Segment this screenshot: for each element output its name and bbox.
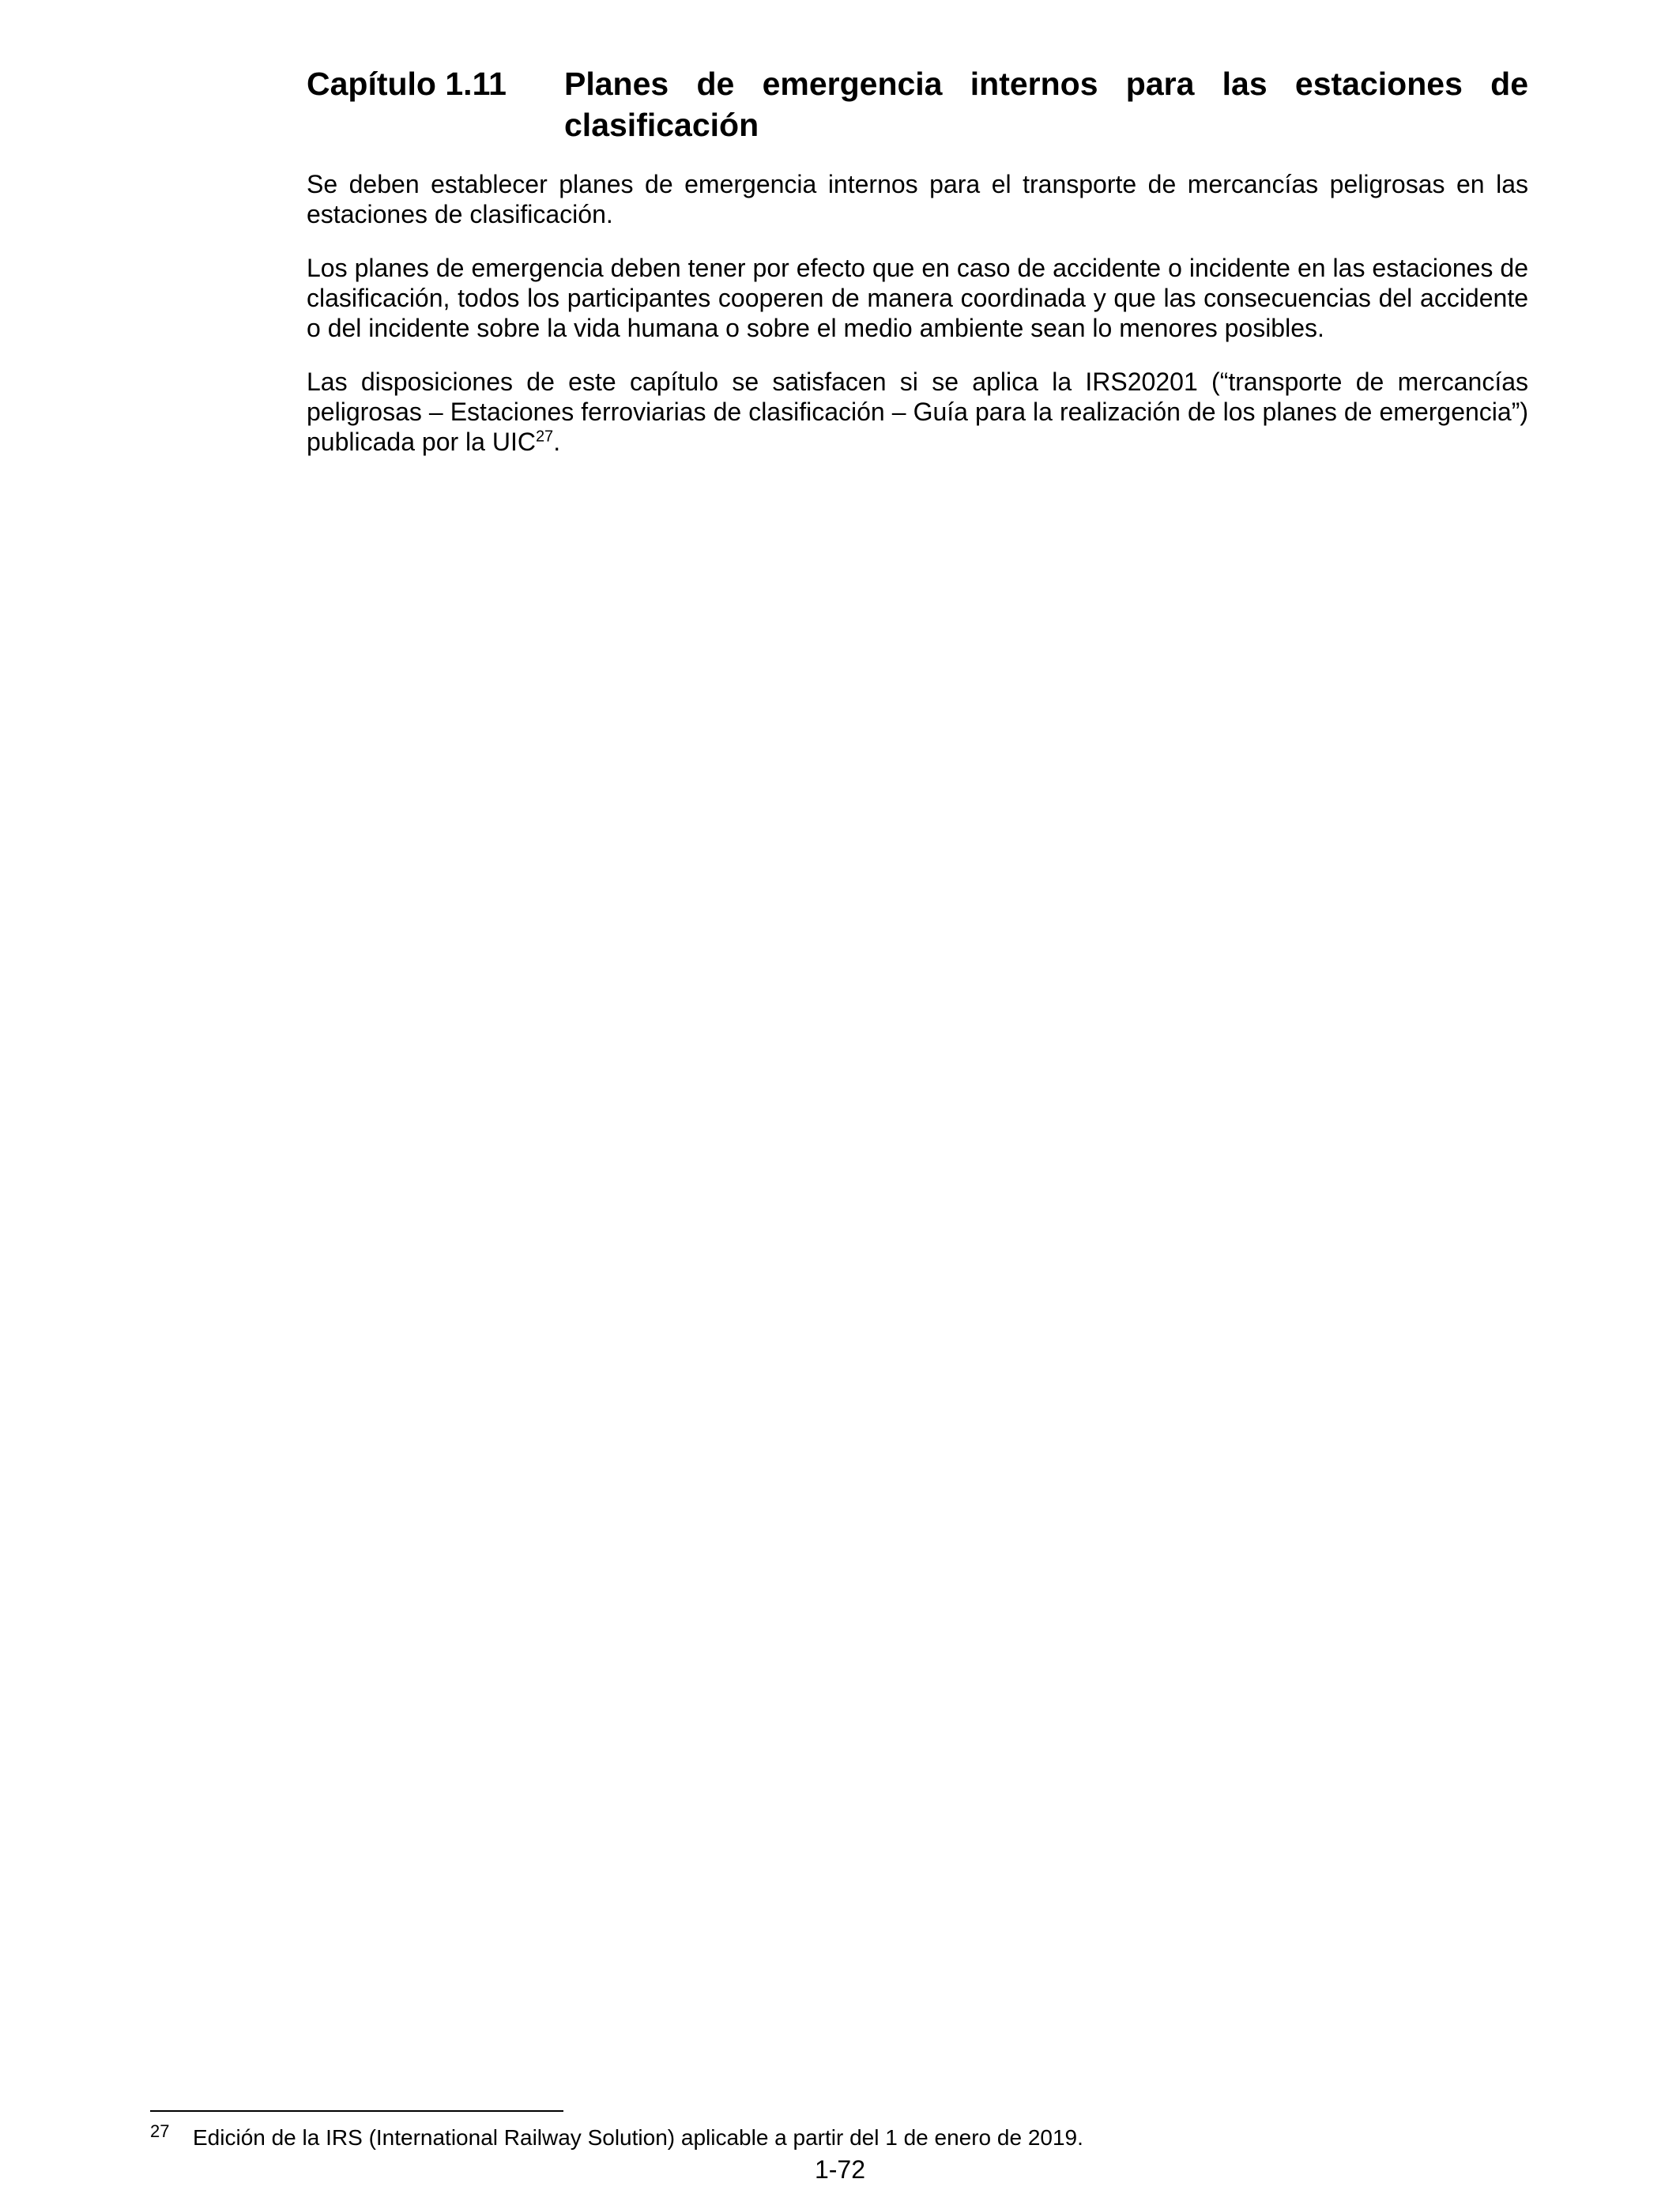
chapter-number: Capítulo 1.11 bbox=[307, 66, 507, 102]
footnote-mark: 27 bbox=[150, 2121, 170, 2141]
footnote-separator bbox=[150, 2110, 563, 2112]
paragraph-irs-reference bbox=[307, 367, 1528, 457]
footnote-reference[interactable]: 27 bbox=[535, 428, 554, 446]
chapter-title: Planes de emergencia internos para las estaciones de clasificación bbox=[564, 66, 1528, 143]
paragraph-purpose: Los planes de emergencia deben tener por efecto que en caso de accidente o incidente en las estaciones de clasificación, todos los participantes cooperen de manera coordinada y que las consecuencias del accidente o del incidente sobre la vida humana o sobre el medio ambiente sean lo menores posibles. bbox=[307, 254, 1528, 342]
page-number: 1-72 bbox=[814, 2155, 866, 2184]
paragraph-irs-reference-end: . bbox=[553, 428, 561, 456]
paragraph-irs-reference-text: Las disposiciones de este capítulo se satisfacen si se aplica la IRS20201 (“transporte de mercancías peligrosas – Estaciones ferroviarias de clasificación – Guía para la realización de los planes de emergencia”) publicada por la UIC bbox=[307, 368, 1528, 456]
footnote-text: Edición de la IRS (International Railway Solution) aplicable a partir del 1 de enero de 2019. bbox=[193, 2125, 1083, 2150]
chapter-heading bbox=[307, 63, 1528, 150]
paragraph-intro: Se deben establecer planes de emergencia internos para el transporte de mercancías peligrosas en las estaciones de clasificación. bbox=[307, 170, 1528, 228]
